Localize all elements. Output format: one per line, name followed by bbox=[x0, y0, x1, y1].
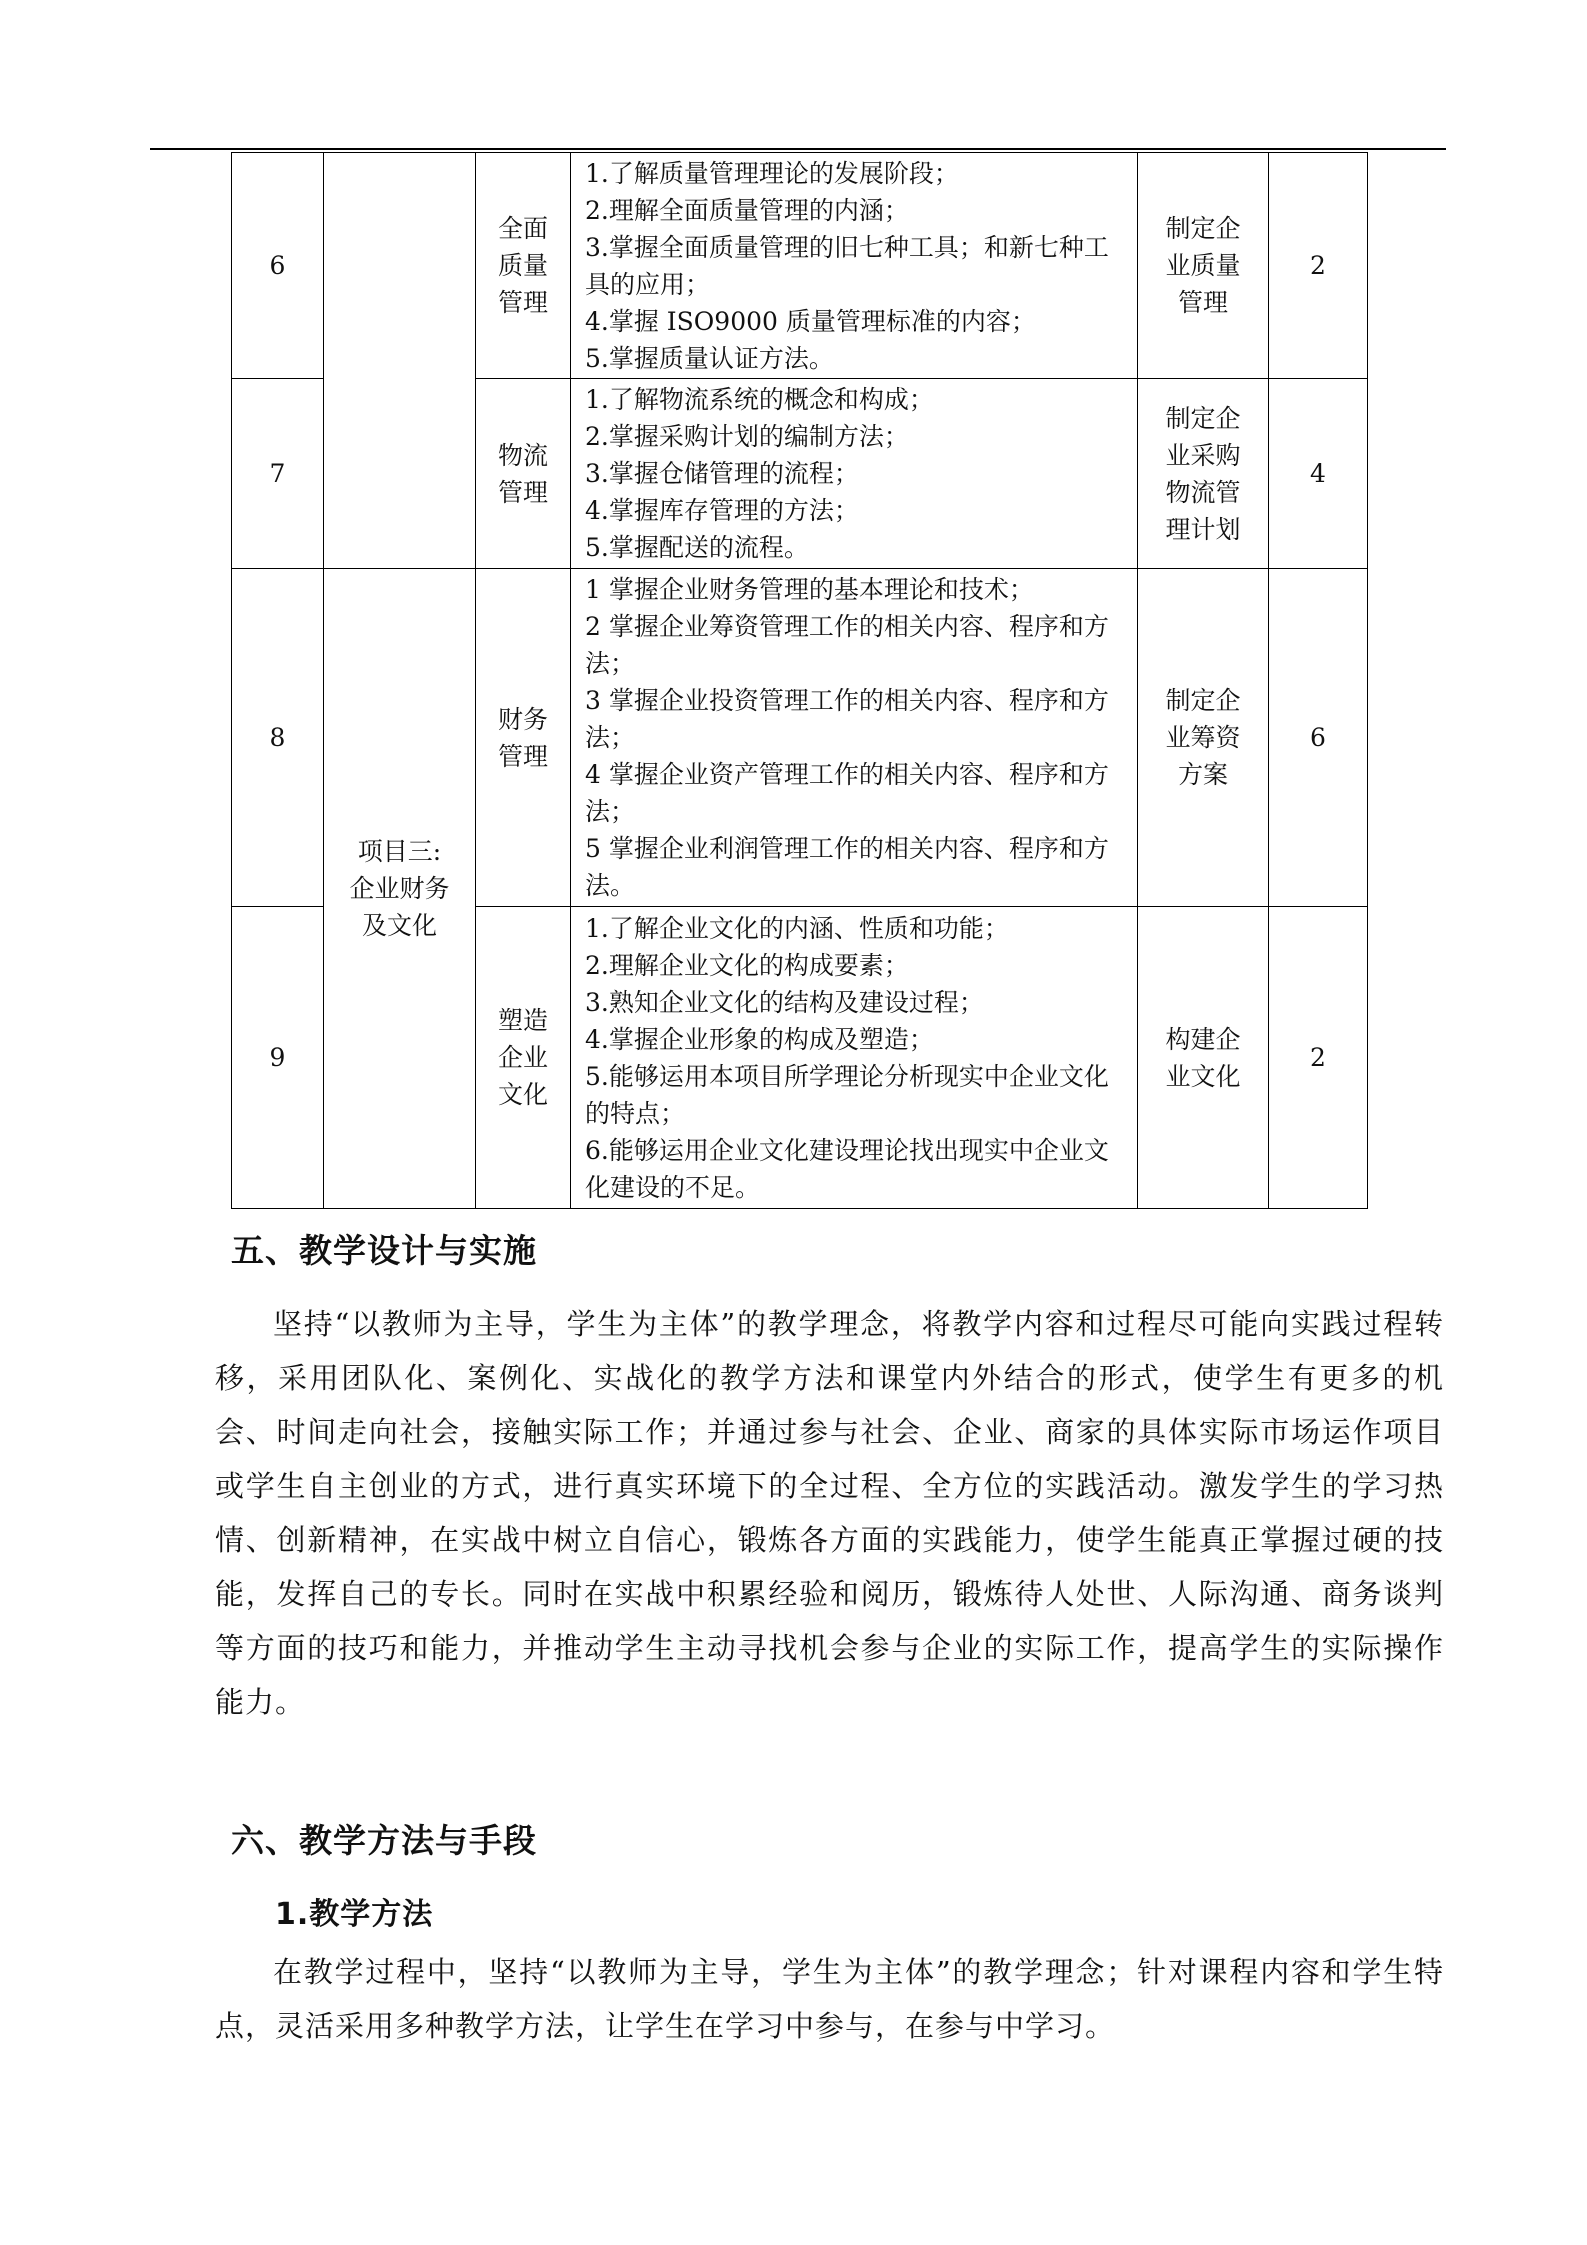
output-line: 理计划 bbox=[1165, 514, 1241, 544]
goal-item: 3 掌握企业投资管理工作的相关内容、程序和方法； bbox=[585, 686, 1109, 752]
output-cell bbox=[1138, 153, 1269, 379]
goal-item: 5.掌握质量认证方法。 bbox=[585, 343, 834, 373]
output-cell bbox=[1138, 907, 1269, 1209]
row-number: 6 bbox=[232, 153, 324, 379]
task-line: 企业 bbox=[497, 1043, 548, 1072]
output-line: 制定企 bbox=[1165, 403, 1241, 433]
subsection-title: 1.教学方法 bbox=[275, 1897, 434, 1932]
section-title: 五、教学设计与实施 bbox=[231, 1231, 537, 1270]
output-line: 物流管 bbox=[1165, 477, 1241, 507]
goal-item: 4.掌握企业形象的构成及塑造； bbox=[585, 1024, 934, 1054]
goal-item: 2.理解企业文化的构成要素； bbox=[585, 950, 909, 980]
goal-item: 3.熟知企业文化的结构及建设过程； bbox=[585, 987, 984, 1017]
table-row bbox=[232, 153, 1368, 379]
goal-item: 1.了解企业文化的内涵、性质和功能； bbox=[585, 913, 1009, 943]
output-line: 业质量 bbox=[1165, 251, 1241, 280]
output-cell bbox=[1138, 569, 1269, 907]
paragraph: 坚持“以教师为主导，学生为主体”的教学理念，将教学内容和过程尽可能向实践过程转移，采用团队化、案例化、实战化的教学方法和课堂内外结合的形式，使学生有更多的机会、时间走向社会，接触实际工作；并通过参与社会、企业、商家的具体实际市场运作项目或学生自主创业的方式，进行真实环境下的全过程、全方位的实践活动。激发学生的学习热情、创新精神，在实战中树立自信心，锻炼各方面的实践能力，使学生能真正掌握过硬的技能，发挥自己的专长。同时在实战中积累经验和阅历，锻炼待人处世、人际沟通、商务谈判等方面的技巧和能力，并推动学生主动寻找机会参与企业的实际工作，提高学生的实际操作能力。 bbox=[215, 1307, 1444, 1719]
table-row bbox=[232, 569, 1368, 907]
goal-item: 4.掌握库存管理的方法； bbox=[585, 496, 859, 525]
output-cell bbox=[1138, 379, 1269, 569]
row-number: 7 bbox=[232, 379, 324, 569]
goal-item: 6.能够运用企业文化建设理论找出现实中企业文化建设的不足。 bbox=[585, 1135, 1109, 1202]
row-number: 8 bbox=[232, 569, 324, 907]
goal-item: 2.理解全面质量管理的内涵； bbox=[585, 195, 909, 225]
task-line: 管理 bbox=[497, 477, 548, 507]
header-rule bbox=[150, 148, 1446, 150]
output-line: 制定企 bbox=[1165, 214, 1241, 243]
goal-item: 2.掌握采购计划的编制方法； bbox=[585, 422, 909, 451]
goal-item: 1.了解质量管理理论的发展阶段； bbox=[585, 158, 959, 188]
goal-item: 3.掌握全面质量管理的旧七种工具；和新七种工具的应用； bbox=[585, 232, 1109, 299]
task-line: 财务 bbox=[497, 704, 548, 734]
task-cell bbox=[476, 153, 571, 379]
task-line: 管理 bbox=[497, 741, 548, 771]
goal-item: 1 掌握企业财务管理的基本理论和技术； bbox=[585, 575, 1034, 604]
goals-cell bbox=[571, 569, 1138, 907]
output-line: 业采购 bbox=[1165, 440, 1241, 470]
goal-item: 5.能够运用本项目所学理论分析现实中企业文化的特点； bbox=[585, 1061, 1109, 1128]
task-line: 全面 bbox=[497, 214, 548, 243]
project-cell bbox=[324, 569, 476, 1209]
hours-cell: 6 bbox=[1269, 569, 1368, 907]
goal-item: 5 掌握企业利润管理工作的相关内容、程序和方法。 bbox=[585, 834, 1109, 900]
task-line: 管理 bbox=[497, 288, 548, 317]
output-line: 业筹资 bbox=[1165, 723, 1241, 752]
task-cell bbox=[476, 379, 571, 569]
goal-item: 5.掌握配送的流程。 bbox=[585, 533, 809, 562]
output-line: 业文化 bbox=[1165, 1061, 1241, 1091]
goal-item: 4 掌握企业资产管理工作的相关内容、程序和方法； bbox=[585, 760, 1109, 826]
task-line: 文化 bbox=[497, 1080, 548, 1109]
output-line: 制定企 bbox=[1165, 686, 1241, 715]
output-line: 构建企 bbox=[1165, 1024, 1241, 1054]
task-line: 物流 bbox=[497, 440, 548, 470]
goal-item: 4.掌握 ISO9000 质量管理标准的内容； bbox=[585, 306, 1036, 336]
task-cell bbox=[476, 907, 571, 1209]
project-line: 及文化 bbox=[361, 911, 437, 940]
goal-item: 1.了解物流系统的概念和构成； bbox=[585, 385, 934, 414]
task-line: 塑造 bbox=[497, 1006, 548, 1035]
goals-cell bbox=[571, 153, 1138, 379]
project-line: 项目三: bbox=[357, 837, 442, 866]
curriculum-table bbox=[231, 152, 1368, 1209]
project-line: 企业财务 bbox=[349, 874, 450, 903]
output-line: 方案 bbox=[1177, 760, 1228, 789]
goals-cell bbox=[571, 379, 1138, 569]
hours-cell: 2 bbox=[1269, 907, 1368, 1209]
goals-cell bbox=[571, 907, 1138, 1209]
hours-cell: 2 bbox=[1269, 153, 1368, 379]
row-number: 9 bbox=[232, 907, 324, 1209]
project-cell-empty bbox=[324, 153, 476, 569]
task-line: 质量 bbox=[497, 251, 548, 280]
goal-item: 3.掌握仓储管理的流程； bbox=[585, 459, 859, 488]
output-line: 管理 bbox=[1177, 288, 1228, 317]
paragraph: 在教学过程中，坚持“以教师为主导，学生为主体”的教学理念；针对课程内容和学生特点，灵活采用多种教学方法，让学生在学习中参与，在参与中学习。 bbox=[215, 1955, 1444, 2043]
task-cell bbox=[476, 569, 571, 907]
section-title: 六、教学方法与手段 bbox=[231, 1821, 537, 1860]
goal-item: 2 掌握企业筹资管理工作的相关内容、程序和方法； bbox=[585, 612, 1109, 678]
hours-cell: 4 bbox=[1269, 379, 1368, 569]
